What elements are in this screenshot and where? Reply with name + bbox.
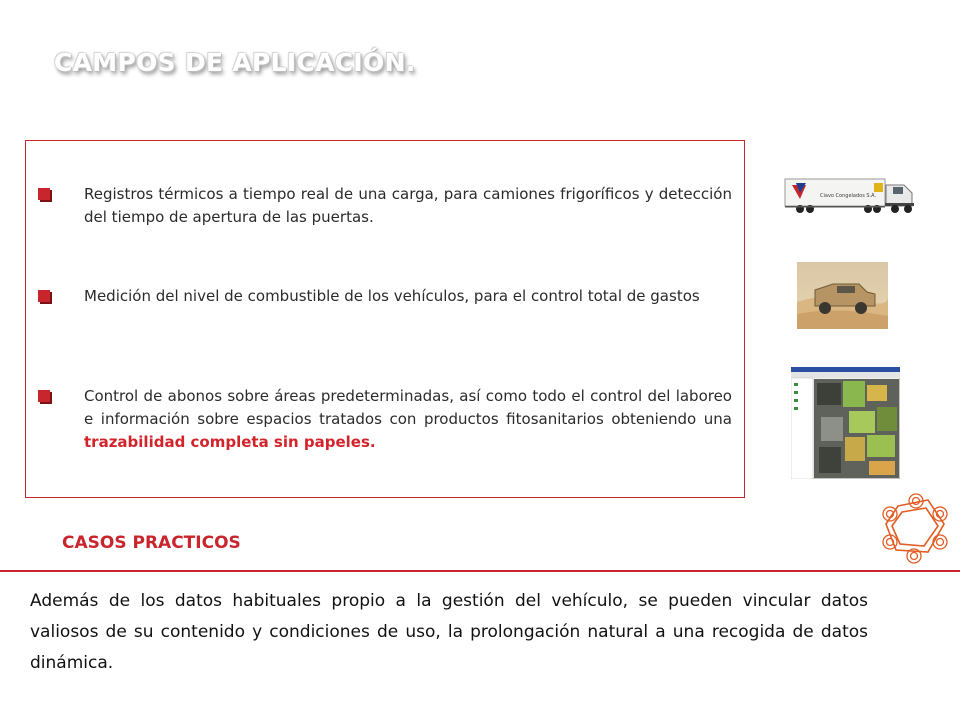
item-text: Medición del nivel de combustible de los vehículos, para el control total de gastos — [84, 287, 700, 305]
divider — [0, 570, 960, 572]
company-logo-icon — [878, 490, 953, 568]
body-paragraph: Además de los datos habituales propio a la gestión del vehículo, se pueden vincular datos valiosos de su contenido y condiciones de uso, la prolongación natural a una recogida de datos dinámica. — [30, 591, 868, 673]
highlight-text: trazabilidad completa sin papeles — [84, 433, 370, 451]
item-text-end: . — [369, 433, 376, 451]
gis-map-image — [791, 367, 900, 479]
checkbox-bullet-icon — [38, 188, 50, 200]
truck-label: Ciavo Congelados S.A. — [820, 193, 877, 199]
page-title: CAMPOS DE APLICACIÓN. — [54, 48, 416, 77]
item-text: Registros térmicos a tiempo real de una carga, para camiones frigoríficos y detección del tiempo de apertura de las puertas. — [84, 185, 732, 226]
checkbox-bullet-icon — [38, 390, 50, 402]
section-heading: CASOS PRACTICOS — [62, 533, 241, 553]
applications-box — [25, 140, 745, 498]
list-item — [38, 385, 732, 454]
list-item — [38, 183, 732, 229]
item-text-start: Control de abonos sobre áreas predeterminadas, así como todo el control del laboreo e información sobre espacios tratados con productos fitosanitarios obteniendo una — [84, 387, 732, 428]
checkbox-bullet-icon — [38, 290, 50, 302]
military-vehicle-image — [797, 262, 888, 329]
list-item — [38, 285, 732, 308]
refrigerated-truck-image — [782, 173, 920, 217]
item-text — [84, 385, 732, 454]
